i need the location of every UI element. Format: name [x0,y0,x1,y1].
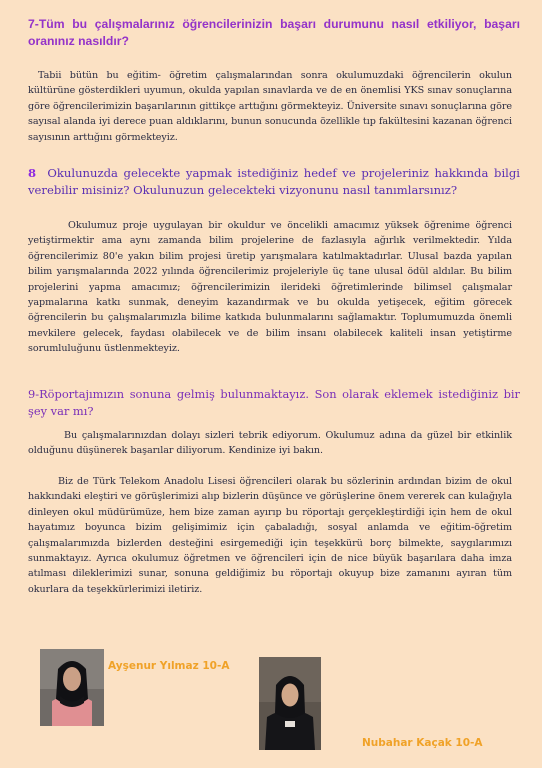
answer-9: Bu çalışmalarınızdan dolayı sizleri tebrik ediyorum. Okulumuz adına da güzel bir etkinlik olduğunu düşünerek başarılar diliyorum. Kendinize iyi bakın. [28,430,512,457]
portrait-image-1 [40,649,104,726]
answer-8: Okulumuz proje uygulayan bir okuldur ve öncelikli amacımız yüksek öğrenime öğrenci yetiştirmektir ama aynı zamanda bilim projelerine de fazlasıyla ağırlık verilmektedir. Yılda öğrencilerimiz 80'e yakın bilim projesi üretip yarışmalara katılmaktadırlar. Ulusal bazda yapılan bilim yarışmalarında 2022 yılında öğrencilerimiz projeleriyle üç tane ulusal ödül aldılar. Bu bilim projelerini yapma amacımız; öğrencilerimizin ilerideki öğretimlerinde bilimsel çalışmalar yapmalarına katkı sunmak, deneyim kazandırmak ve bu okulda yetişecek, eğitim görecek öğrencilerin bu çalışmalarımızla bilime katkıda bulunmalarını sağlamaktır. Toplumumuzda önemli mevkilere gelecek, faydası olabilecek ve de bilim insanı olabilecek kaliteli insan yetiştirme sorumluluğunu üstlenmekteyiz. [28,220,512,355]
question-8 [28,165,520,199]
portrait-image-2 [259,657,321,750]
question-7: 7-Tüm bu çalışmalarınız öğrencilerinizin başarı durumunu nasıl etkiliyor, başarı oranınız nasıldır? [28,17,520,48]
question-8-text: Okulunuzda gelecekte yapmak istediğiniz hedef ve projeleriniz hakkında bilgi verebilir misiniz? Okulunuzun gelecekteki vizyonunu nasıl tanımlarsınız? [28,166,520,197]
closing-paragraph: Biz de Türk Telekom Anadolu Lisesi öğrencileri olarak bu sözlerinin ardından bizim de okul hakkındaki eleştiri ve görüşlerimizi alıp bizlerin düşünce ve görüşlerine önem vererek can kulağıyla dinleyen okul müdürümüze, hem bize zaman ayırıp bu röportajı gerçekleştirdiği için hem de okul hayatımız boyunca bizim gelişimimiz için çabaladığı, sosyal anlamda ve eğitim-öğretim çalışmalarımızda bizlerden desteğini esirgemediği için teşekkürü borç bilmekte, saygılarımızı sunmaktayız. Ayrıca okulumuz öğretmen ve öğrencileri için de nice büyük başarılara daha imza atılması dileklerimizi sunar, sonuna geldiğimiz bu röportajı okuyup bize zamanını ayıran tüm okurlara da teşekkürlerimizi iletiriz. [28,476,512,595]
question-9: 9-Röportajımızın sonuna gelmiş bulunmaktayız. Son olarak eklemek istediğiniz bir şey var mı? [28,387,520,418]
question-8-number: 8 [28,166,37,180]
author-photo-2 [259,657,321,750]
author-photo-1 [40,649,104,726]
answer-7: Tabii bütün bu eğitim- öğretim çalışmalarından sonra okulumuzdaki öğrencilerin okulun kültürüne gösterdikleri uyumun, okulda yapılan sınavlarda ve de en önemlisi YKS sınav sonuçlarına göre öğrencilerimizin başarılarının gittikçe arttığını görmekteyiz. Üniversite sınavı sonuçlarına göre sayısal alanda iyi derece puan aldıklarını, bunun sonucunda özellikle tıp fakültesini kazanan öğrenci sayısının arttığını görmekteyiz. [28,70,512,143]
author-name-1: Ayşenur Yılmaz 10-A [108,660,230,672]
author-name-2: Nubahar Kaçak 10-A [362,737,483,749]
